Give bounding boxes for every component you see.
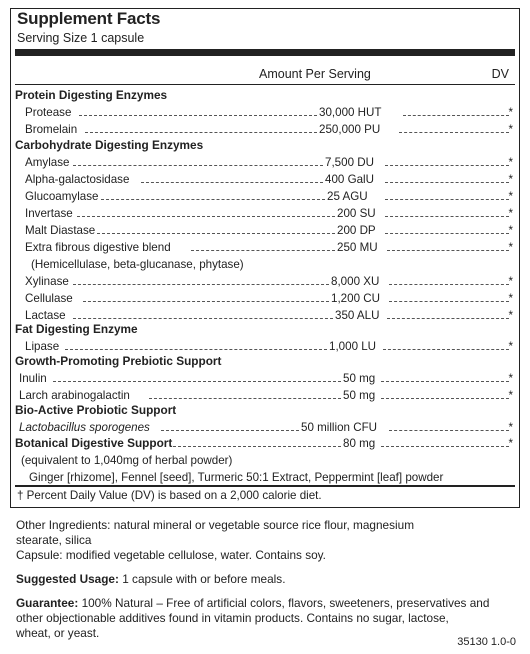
leader-dots xyxy=(73,165,323,166)
supplement-facts-panel xyxy=(10,8,520,508)
nutrient-amount: 50 mg xyxy=(343,372,376,385)
leader-dots xyxy=(399,132,509,133)
leader-dots xyxy=(389,430,509,431)
nutrient-amount: 7,500 DU xyxy=(325,156,374,169)
dv-value: * xyxy=(508,437,513,450)
nutrient-row xyxy=(15,435,515,452)
leader-dots xyxy=(385,165,509,166)
leader-dots xyxy=(389,284,509,285)
nutrient-amount: 350 ALU xyxy=(335,309,380,322)
section-protein: Protein Digesting Enzymes xyxy=(15,88,168,102)
leader-dots xyxy=(85,132,317,133)
dv-value: * xyxy=(508,421,513,434)
amount-per-serving-header: Amount Per Serving xyxy=(259,67,371,81)
nutrient-amount: 8,000 XU xyxy=(331,275,380,288)
dv-value: * xyxy=(508,106,513,119)
dv-value: * xyxy=(508,309,513,322)
nutrient-amount: 250 MU xyxy=(337,241,378,254)
suggested-usage xyxy=(16,572,521,587)
leader-dots xyxy=(149,398,341,399)
nutrient-row xyxy=(15,104,515,121)
leader-dots xyxy=(385,233,509,234)
leader-dots xyxy=(387,250,509,251)
other-ingredients xyxy=(16,518,521,563)
header-rule xyxy=(15,84,515,85)
guarantee-line: 100% Natural – Free of artificial colors, flavors, sweeteners, preservatives and xyxy=(81,596,490,610)
dv-value: * xyxy=(508,224,513,237)
leader-dots xyxy=(161,430,299,431)
other-ingredients-line: stearate, silica xyxy=(16,533,92,547)
thick-rule-top xyxy=(15,49,515,56)
nutrient-row xyxy=(15,469,515,486)
leader-dots xyxy=(73,284,329,285)
leader-dots xyxy=(97,233,335,234)
dv-value: * xyxy=(508,241,513,254)
nutrient-name: Lactase xyxy=(25,309,66,322)
nutrient-amount: 50 mg xyxy=(343,389,376,402)
leader-dots xyxy=(173,446,341,447)
botanical-ingredients: Ginger [rhizome], Fennel [seed], Turmeric 50:1 Extract, Peppermint [leaf] powder xyxy=(29,471,444,484)
suggested-usage-label: Suggested Usage: xyxy=(16,572,119,586)
nutrient-name: Malt Diastase xyxy=(25,224,96,237)
nutrient-name: Cellulase xyxy=(25,292,73,305)
section-botanical: Botanical Digestive Support xyxy=(15,436,173,450)
dv-value: * xyxy=(508,190,513,203)
nutrient-name: Lipase xyxy=(25,340,60,353)
nutrient-name: Larch arabinogalactin xyxy=(19,389,130,402)
nutrient-name: Invertase xyxy=(25,207,73,220)
nutrient-row xyxy=(15,239,515,256)
nutrient-row xyxy=(15,121,515,138)
botanical-equivalent: (equivalent to 1,040mg of herbal powder) xyxy=(21,454,233,467)
nutrient-name: Protease xyxy=(25,106,72,119)
dv-value: * xyxy=(508,156,513,169)
dv-header: DV xyxy=(491,67,509,81)
nutrient-amount: 200 DP xyxy=(337,224,376,237)
nutrient-name: Inulin xyxy=(19,372,47,385)
nutrient-name: Bromelain xyxy=(25,123,78,136)
leader-dots xyxy=(101,199,325,200)
nutrient-row xyxy=(15,205,515,222)
nutrient-name: Xylinase xyxy=(25,275,69,288)
leader-dots xyxy=(73,318,333,319)
capsule-line: Capsule: modified vegetable cellulose, water. Contains soy. xyxy=(16,548,326,562)
panel-title: Supplement Facts xyxy=(17,9,161,28)
product-code: 35130 1.0-0 xyxy=(457,636,516,648)
leader-dots xyxy=(381,446,509,447)
suggested-usage-text: 1 capsule with or before meals. xyxy=(122,572,286,586)
nutrient-row xyxy=(15,419,515,436)
nutrient-amount: 50 million CFU xyxy=(301,421,378,434)
nutrient-amount: 80 mg xyxy=(343,437,376,450)
nutrient-row xyxy=(15,273,515,290)
dv-footnote: † Percent Daily Value (DV) is based on a 2,000 calorie diet. xyxy=(17,489,322,502)
nutrient-amount: 1,000 LU xyxy=(329,340,377,353)
leader-dots xyxy=(191,250,335,251)
leader-dots xyxy=(381,381,509,382)
dv-value: * xyxy=(508,207,513,220)
section-fat: Fat Digesting Enzyme xyxy=(15,322,138,336)
nutrient-row xyxy=(15,370,515,387)
leader-dots xyxy=(65,349,327,350)
nutrient-row xyxy=(15,222,515,239)
section-probiotic: Bio-Active Probiotic Support xyxy=(15,403,177,417)
dv-value: * xyxy=(508,389,513,402)
dv-value: * xyxy=(508,292,513,305)
leader-dots xyxy=(53,381,341,382)
leader-dots xyxy=(389,301,509,302)
section-prebiotic: Growth-Promoting Prebiotic Support xyxy=(15,354,222,368)
leader-dots xyxy=(83,301,329,302)
nutrient-row xyxy=(15,188,515,205)
nutrient-name: Amylase xyxy=(25,156,70,169)
dv-value: * xyxy=(508,372,513,385)
leader-dots xyxy=(387,318,509,319)
guarantee-line: other objectionable additives found in vitamin products. Contains no sugar, lactose, xyxy=(16,611,449,625)
blend-components: (Hemicellulase, beta-glucanase, phytase) xyxy=(31,258,244,271)
nutrient-row xyxy=(15,290,515,307)
leader-dots xyxy=(79,115,317,116)
leader-dots xyxy=(385,216,509,217)
nutrient-row xyxy=(15,154,515,171)
guarantee-label: Guarantee: xyxy=(16,596,79,610)
dv-value: * xyxy=(508,123,513,136)
dv-value: * xyxy=(508,173,513,186)
nutrient-amount: 250,000 PU xyxy=(319,123,381,136)
leader-dots xyxy=(385,182,509,183)
nutrient-amount: 30,000 HUT xyxy=(319,106,382,119)
guarantee xyxy=(16,596,521,641)
nutrient-name: Lactobacillus sporogenes xyxy=(19,421,150,434)
leader-dots xyxy=(77,216,335,217)
footnote-rule xyxy=(15,485,515,487)
nutrient-amount: 25 AGU xyxy=(327,190,368,203)
leader-dots xyxy=(381,398,509,399)
dv-value: * xyxy=(508,275,513,288)
nutrient-amount: 200 SU xyxy=(337,207,376,220)
leader-dots xyxy=(403,115,509,116)
nutrient-row xyxy=(15,452,515,469)
dv-value: * xyxy=(508,340,513,353)
nutrient-row xyxy=(15,171,515,188)
nutrient-name: Glucoamylase xyxy=(25,190,99,203)
nutrient-amount: 400 GalU xyxy=(325,173,374,186)
other-ingredients-line: Other Ingredients: natural mineral or vegetable source rice flour, magnesium xyxy=(16,518,415,532)
nutrient-amount: 1,200 CU xyxy=(331,292,380,305)
leader-dots xyxy=(385,199,509,200)
nutrient-name: Alpha-galactosidase xyxy=(25,173,130,186)
section-carbohydrate: Carbohydrate Digesting Enzymes xyxy=(15,138,204,152)
serving-size: Serving Size 1 capsule xyxy=(17,31,145,45)
leader-dots xyxy=(141,182,323,183)
leader-dots xyxy=(383,349,509,350)
nutrient-row xyxy=(15,256,515,273)
guarantee-line: wheat, or yeast. xyxy=(16,626,100,640)
nutrient-name: Extra fibrous digestive blend xyxy=(25,241,171,254)
